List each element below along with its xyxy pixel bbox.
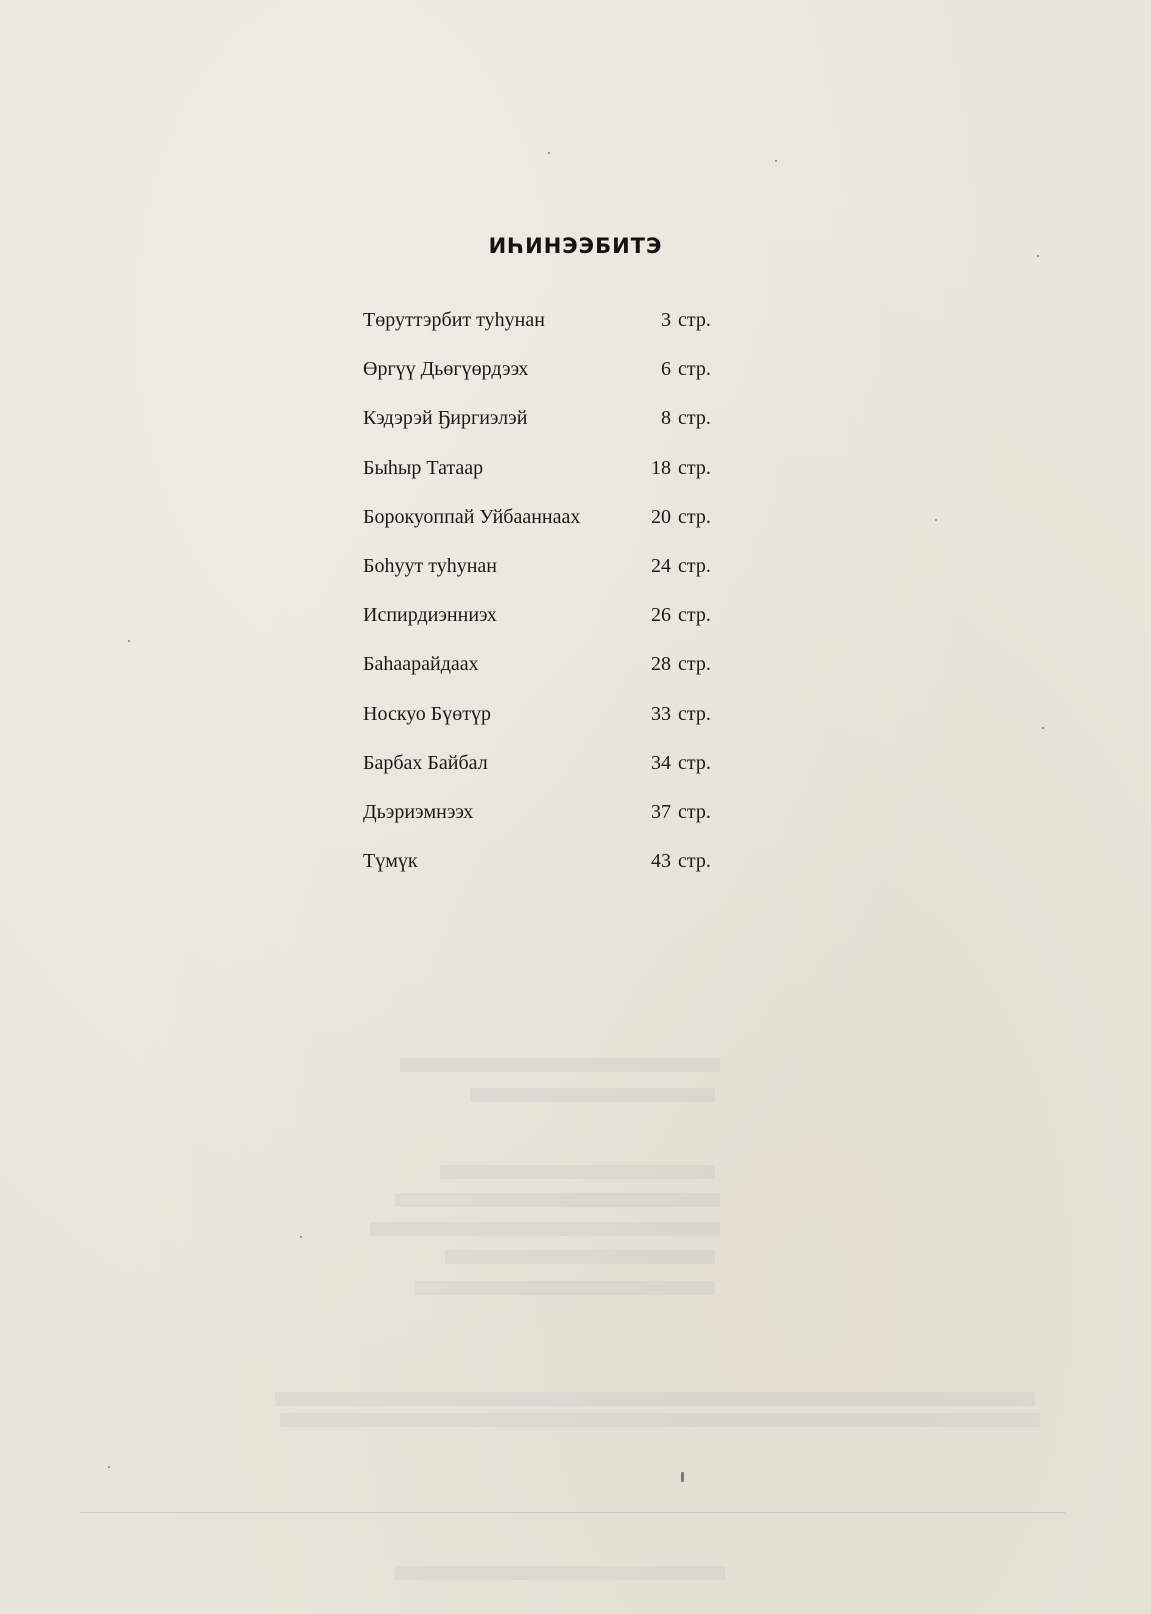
toc-page-number: 37 bbox=[651, 800, 671, 823]
toc-page-number: 3 bbox=[661, 309, 671, 331]
toc-page-number: 18 bbox=[651, 456, 671, 479]
toc-page-unit: стр. bbox=[678, 800, 711, 823]
table-of-contents bbox=[363, 308, 763, 898]
toc-entry bbox=[363, 603, 763, 652]
toc-entry-page bbox=[633, 652, 743, 676]
toc-entry bbox=[363, 849, 763, 898]
toc-entry bbox=[363, 505, 763, 554]
toc-entry-page bbox=[633, 751, 743, 775]
toc-entry bbox=[363, 357, 763, 406]
toc-entry-title: Барбах Байбал bbox=[363, 751, 488, 774]
toc-entry-title: Испирдиэнниэх bbox=[363, 604, 497, 627]
toc-entry bbox=[363, 554, 763, 603]
toc-entry bbox=[363, 406, 763, 455]
contents-title: ИҺИНЭЭБИТЭ bbox=[488, 234, 663, 258]
toc-page-number: 6 bbox=[661, 358, 671, 381]
toc-entry-page bbox=[633, 406, 743, 430]
divider-line bbox=[80, 1512, 1065, 1513]
toc-page-number: 33 bbox=[651, 702, 671, 725]
toc-entry-title: Өргүү Дьөгүөрдээх bbox=[363, 358, 529, 381]
toc-page-unit: стр. bbox=[678, 554, 711, 577]
toc-entry-page bbox=[633, 308, 743, 332]
toc-entry-title: Быһыр Татаар bbox=[363, 456, 484, 479]
toc-page-number: 34 bbox=[651, 751, 671, 774]
toc-entry-title: Кэдэрэй Ҕиргиэлэй bbox=[363, 407, 528, 430]
toc-entry bbox=[363, 308, 763, 357]
toc-page-unit: стр. bbox=[678, 653, 711, 676]
toc-page-unit: стр. bbox=[678, 309, 711, 331]
toc-page-unit: стр. bbox=[678, 456, 711, 479]
toc-entry-page bbox=[633, 800, 743, 824]
toc-entry-page bbox=[633, 849, 743, 873]
toc-entry-title: Баһаарайдаах bbox=[363, 653, 479, 676]
toc-page-unit: стр. bbox=[678, 850, 711, 873]
toc-entry bbox=[363, 702, 763, 751]
toc-page-number: 26 bbox=[651, 604, 671, 627]
toc-page-number: 28 bbox=[651, 653, 671, 676]
toc-page-number: 43 bbox=[651, 850, 671, 873]
toc-entry bbox=[363, 800, 763, 849]
toc-page-unit: стр. bbox=[678, 702, 711, 725]
toc-page-unit: стр. bbox=[678, 407, 711, 430]
toc-entry-title: Төруттэрбит туһунан bbox=[363, 309, 545, 331]
toc-page-unit: стр. bbox=[678, 505, 711, 528]
toc-entry bbox=[363, 751, 763, 800]
toc-entry bbox=[363, 456, 763, 505]
toc-entry bbox=[363, 652, 763, 701]
toc-page-number: 8 bbox=[661, 407, 671, 430]
toc-entry-page bbox=[633, 456, 743, 480]
toc-entry-page bbox=[633, 603, 743, 627]
toc-page-unit: стр. bbox=[678, 751, 711, 774]
toc-entry-page bbox=[633, 702, 743, 726]
toc-page-number: 24 bbox=[651, 554, 671, 577]
toc-entry-title: Носкуо Бүөтүр bbox=[363, 702, 491, 725]
toc-entry-title: Боһуут туһунан bbox=[363, 554, 497, 577]
toc-entry-title: Дьэриэмнээх bbox=[363, 800, 474, 823]
toc-entry-title: Түмүк bbox=[363, 850, 418, 873]
toc-entry-page bbox=[633, 505, 743, 529]
toc-entry-title: Борокуоппай Уйбааннаах bbox=[363, 505, 581, 528]
toc-entry-page bbox=[633, 357, 743, 381]
toc-page-unit: стр. bbox=[678, 604, 711, 627]
toc-page-unit: стр. bbox=[678, 358, 711, 381]
toc-page-number: 20 bbox=[651, 505, 671, 528]
toc-entry-page bbox=[633, 554, 743, 578]
